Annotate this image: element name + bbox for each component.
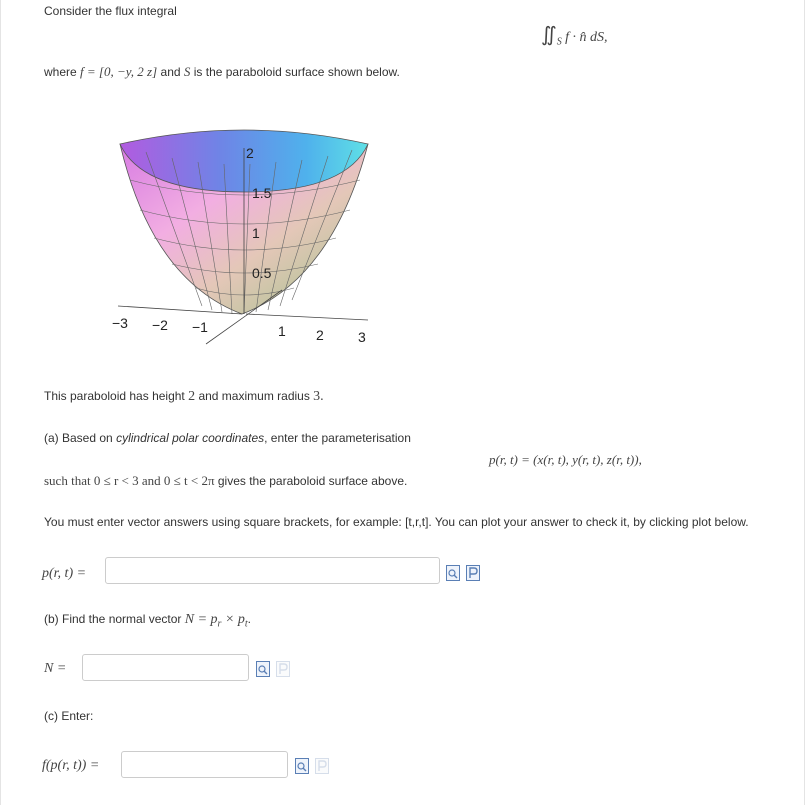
x-tick-neg2: −2 [152, 317, 168, 333]
plot-icon[interactable] [466, 565, 480, 581]
plot-icon[interactable] [315, 758, 329, 774]
such-prefix: such that 0 ≤ r < 3 and 0 ≤ t < 2π [44, 473, 215, 488]
double-integral-sign: ∬ [541, 24, 557, 46]
such-suffix: gives the paraboloid surface above. [217, 474, 408, 488]
part-c-prompt: (c) Enter: [44, 709, 94, 723]
description-mid: and maximum radius [198, 389, 310, 403]
description-radius: 3. [313, 389, 324, 404]
p-input-label: p(r, t) = [42, 566, 87, 581]
vector-note: You must enter vector answers using square brackets, for example: [t,r,t]. You can plot your answer to check it, by clicking plot below. [44, 515, 749, 529]
description-line [44, 389, 324, 405]
z-tick-1: 1 [252, 225, 260, 241]
f-input-label: f(p(r, t)) = [42, 758, 100, 773]
and-text: and [160, 65, 181, 79]
x-axis-left [118, 306, 242, 314]
z-tick-2: 2 [246, 145, 254, 161]
s-symbol: S [183, 64, 191, 79]
param-formula: p(r, t) = (x(r, t), y(r, t), z(r, t)), [489, 452, 642, 467]
preview-icon[interactable] [256, 661, 270, 677]
sub-t: t [244, 618, 248, 630]
part-a-intro [44, 431, 411, 445]
part-b-prefix: (b) Find the normal vector [44, 612, 182, 626]
x-tick-3: 3 [358, 329, 366, 345]
flux-integral [541, 22, 608, 47]
where-line [44, 64, 400, 80]
x-tick-2: 2 [316, 327, 324, 343]
integrand: f · n̂ dS, [565, 30, 608, 45]
preview-icon[interactable] [446, 565, 460, 581]
preview-icon[interactable] [295, 758, 309, 774]
p-input[interactable] [105, 557, 440, 584]
consider-text: Consider the flux integral [44, 4, 177, 18]
part-a-prefix: (a) Based on [44, 431, 113, 445]
part-a-italic: cylindrical polar coordinates [116, 431, 265, 445]
where-prefix: where [44, 65, 77, 79]
z-tick-1-5: 1.5 [252, 185, 272, 201]
part-b-cross: × p [221, 612, 245, 627]
part-b-period: . [247, 612, 252, 626]
plot-icon[interactable] [276, 661, 290, 677]
n-input[interactable] [82, 654, 249, 681]
description-prefix: This paraboloid has height [44, 389, 185, 403]
where-suffix: is the paraboloid surface shown below. [193, 65, 400, 79]
part-a-such-line [44, 473, 407, 489]
x-tick-neg3: −3 [112, 315, 128, 331]
part-b-math: N = p [184, 612, 218, 627]
x-tick-neg1: −1 [192, 319, 208, 335]
z-tick-0-5: 0.5 [252, 265, 272, 281]
sub-r: r [217, 618, 222, 630]
integral-subscript: S [556, 36, 562, 48]
part-b-prompt [44, 612, 251, 629]
paraboloid-plot [106, 120, 386, 350]
f-definition: f = [0, −y, 2 z] [80, 64, 158, 79]
x-tick-1: 1 [278, 323, 286, 339]
n-input-label: N = [44, 661, 67, 676]
part-a-suffix: , enter the parameterisation [264, 431, 411, 445]
x-axis-right [246, 314, 368, 320]
f-input[interactable] [121, 751, 288, 778]
description-height: 2 [188, 389, 196, 404]
